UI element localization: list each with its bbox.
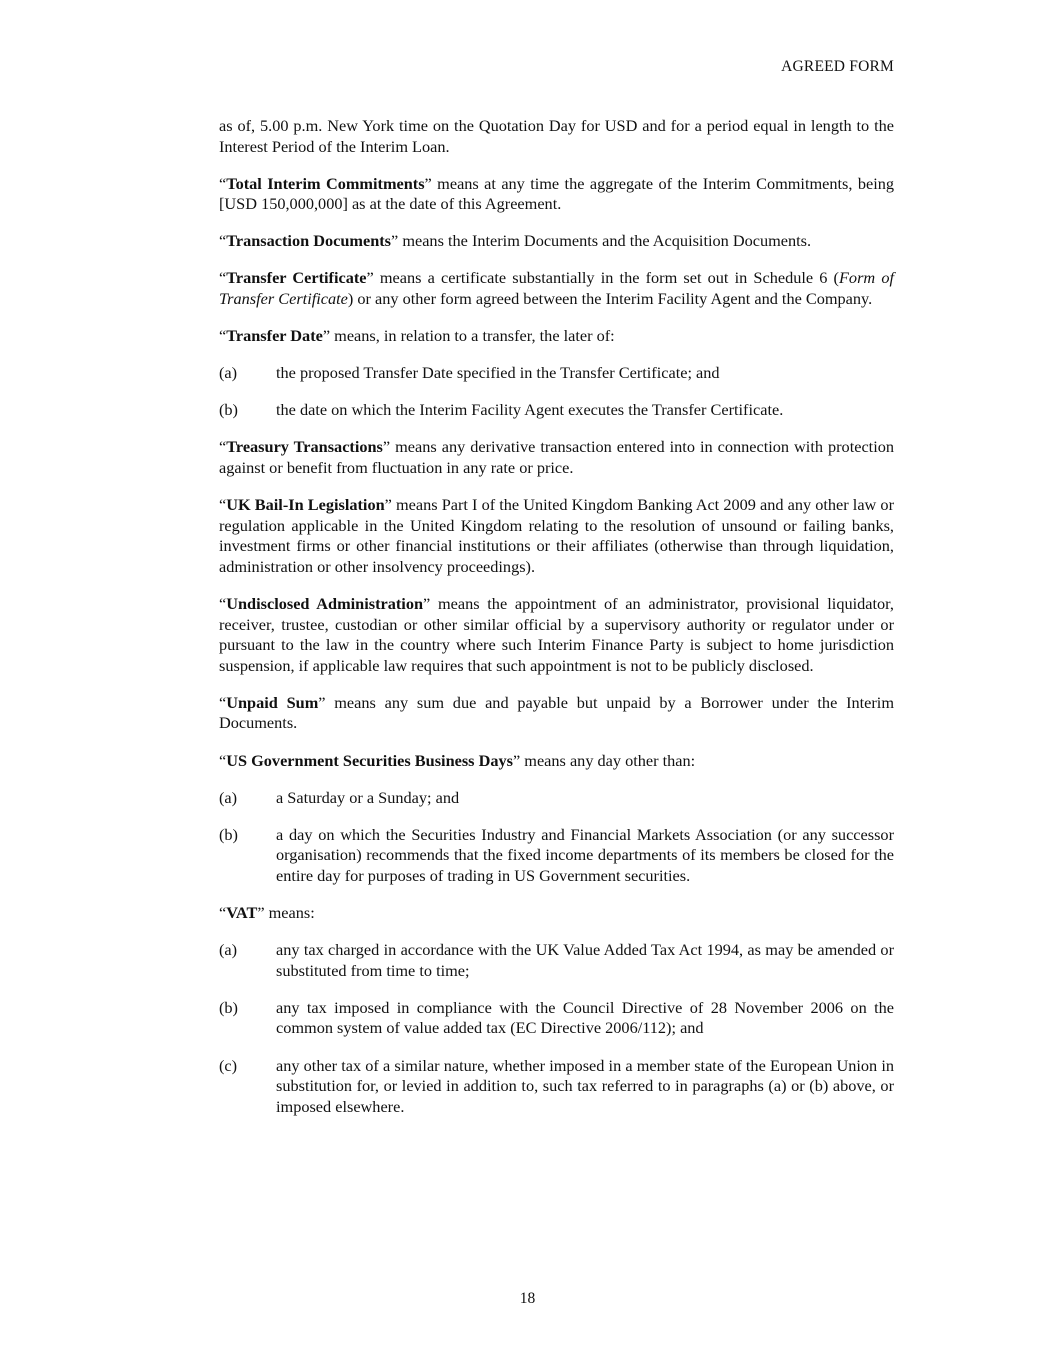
open-quote: “: [219, 173, 227, 193]
definition-text: means any sum due and payable but unpaid by a Borrower under the Interim Documents.: [219, 692, 894, 733]
list-item: [219, 940, 894, 981]
document-body: [219, 116, 894, 1134]
defined-term: Total Interim Commitments: [226, 173, 425, 193]
list-item: [219, 400, 894, 421]
defined-term: Unpaid Sum: [226, 692, 319, 712]
definition-text: means any derivative transaction entered into in connection with protection against or benefit from fluctuation in any rate or price.: [219, 437, 894, 478]
list-item-text: a day on which the Securities Industry and Financial Markets Association (or any successor organisation) recommends that the fixed income departments of its members be closed for the entire day for purposes of trading in US Government securities.: [276, 824, 894, 885]
definition-undisclosed-administration: [219, 594, 894, 676]
defined-term: Undisclosed Administration: [226, 594, 424, 613]
list-item: [219, 998, 894, 1039]
definition-unpaid-sum: [219, 693, 894, 734]
list-item-number: (a): [219, 787, 238, 807]
definition-uk-bail-in-legislation: [219, 495, 894, 577]
close-quote: ”: [512, 750, 521, 770]
definition-us-government-securities-business-days: [219, 751, 894, 772]
definition-text: means Part I of the United Kingdom Banking Act 2009 and any other law or regulation applicable in the United Kingdom relating to the resolution of unsound or failing banks, investment firms or other financial institutions or their affiliates (otherwise than through liquidation, administration or other insolvency proceedings).: [219, 495, 894, 576]
list-item-text: any tax charged in accordance with the UK Value Added Tax Act 1994, as may be amended or substituted from time to time;: [276, 940, 894, 980]
list-item-text: any tax imposed in compliance with the Council Directive of 28 November 2006 on the common system of value added tax (EC Directive 2006/112); and: [276, 997, 894, 1038]
defined-term: US Government Securities Business Days: [226, 750, 513, 770]
list-item-number: (b): [219, 997, 238, 1017]
list-item-number: (a): [219, 940, 238, 960]
defined-term: Transfer Certificate: [226, 268, 367, 288]
list-item-text: a Saturday or a Sunday; and: [276, 787, 460, 807]
close-quote: ”: [391, 231, 399, 251]
list-item-number: (b): [219, 824, 238, 844]
list-item-text: any other tax of a similar nature, whether imposed in a member state of the European Union in substitution for, or levied in addition to, such tax referred to in paragraphs (a) or (b) above, or imposed elsewhere.: [276, 1055, 894, 1116]
open-quote: “: [219, 268, 227, 288]
definition-treasury-transactions: [219, 437, 894, 478]
list-item-text: the proposed Transfer Date specified in the Transfer Certificate; and: [276, 363, 720, 383]
open-quote: “: [219, 326, 227, 346]
definition-text: means at any time the aggregate of the Interim Commitments, being [USD 150,000,000] as at the date of this Agreement.: [219, 173, 894, 214]
defined-term: VAT: [226, 903, 258, 923]
page-number: 18: [519, 1290, 536, 1307]
list-item-number: (a): [219, 363, 238, 383]
open-quote: “: [219, 495, 227, 515]
definition-text: means the Interim Documents and the Acquisition Documents.: [398, 231, 812, 251]
definition-text: means the appointment of an administrator, provisional liquidator, receiver, trustee, custodian or other similar official by a supervisory authority or regulator under or pursuant to the law in the country where such Interim Finance Party is subject to home jurisdiction suspension, if applicable law requires that such appointment is not to be publicly disclosed.: [219, 594, 894, 675]
close-quote: ”: [322, 326, 331, 346]
document-header-label: AGREED FORM: [781, 58, 894, 75]
close-quote: ”: [424, 173, 432, 193]
defined-term: Transaction Documents: [226, 231, 392, 251]
list-item: [219, 825, 894, 887]
defined-term: UK Bail-In Legislation: [226, 495, 385, 515]
list-item-text: the date on which the Interim Facility Agent executes the Transfer Certificate.: [276, 400, 784, 420]
definition-transfer-certificate: [219, 268, 894, 309]
open-quote: “: [219, 231, 227, 251]
list-item-number: (c): [219, 1055, 238, 1075]
open-quote: “: [219, 750, 227, 770]
close-quote: ”: [423, 594, 431, 613]
definition-text: means a certificate substantially in the form set out in Schedule 6 (: [373, 268, 839, 288]
open-quote: “: [219, 692, 227, 712]
close-quote: ”: [366, 268, 374, 288]
definition-transaction-documents: [219, 231, 894, 252]
list-item: [219, 363, 894, 384]
definition-vat: [219, 903, 894, 924]
list-item-number: (b): [219, 400, 238, 420]
close-quote: ”: [384, 495, 392, 515]
list-item: [219, 788, 894, 809]
close-quote: ”: [257, 903, 265, 923]
close-quote: ”: [382, 437, 391, 457]
defined-term: Transfer Date: [226, 326, 323, 346]
open-quote: “: [219, 437, 227, 457]
defined-term: Treasury Transactions: [226, 437, 383, 457]
intro-paragraph: as of, 5.00 p.m. New York time on the Quotation Day for USD and for a period equal in length to the Interest Period of the Interim Loan.: [219, 116, 894, 156]
close-quote: ”: [318, 692, 326, 712]
open-quote: “: [219, 903, 227, 923]
schedule-reference: Form of Transfer Certificate: [219, 268, 894, 309]
definition-text-continued: ) or any other form agreed between the Interim Facility Agent and the Company.: [347, 289, 873, 309]
definition-text: means any day other than:: [520, 750, 696, 770]
definition-text: means:: [264, 903, 315, 923]
open-quote: “: [219, 594, 227, 613]
definition-text: means, in relation to a transfer, the later of:: [330, 326, 615, 346]
definition-transfer-date: [219, 326, 894, 347]
list-item: [219, 1056, 894, 1118]
definition-total-interim-commitments: [219, 174, 894, 215]
